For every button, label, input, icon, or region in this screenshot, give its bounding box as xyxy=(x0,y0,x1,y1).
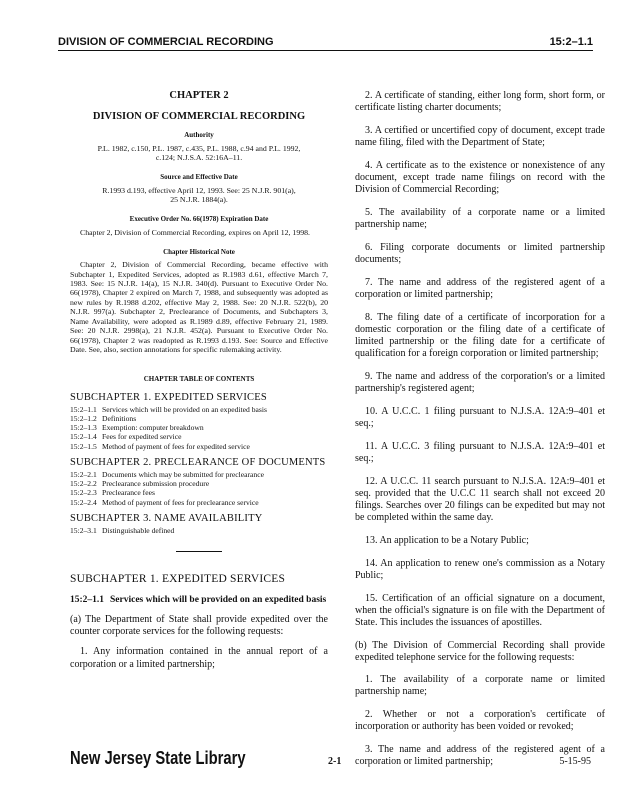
left-column xyxy=(70,90,328,681)
list-item: 3. The name and address of the registered agent of a corporation or limited partnership; xyxy=(355,744,605,768)
paragraph-a: (a) The Department of State shall provide expedited over the counter corporate services for the following requests: xyxy=(70,614,328,638)
exec-order-heading: Executive Order No. 66(1978) Expiration Date xyxy=(129,215,269,224)
running-header xyxy=(58,36,593,51)
toc-row-number: 15:2–2.4 xyxy=(70,497,97,507)
list-item: 4. A certificate as to the existence or nonexistence of any document, except trade name filings on record with the Division of Commercial Recording; xyxy=(355,159,605,196)
exec-order-text: Chapter 2, Division of Commercial Recording, expires on April 12, 1998. xyxy=(80,227,310,237)
authority-text: P.L. 1982, c.150, P.L. 1987, c.435, P.L. 1988, c.94 and P.L. 1992, c.124; N.J.S.A. 52:16A–11. xyxy=(97,143,301,163)
chapter-number: CHAPTER 2 xyxy=(169,90,229,101)
toc-row-number: 15:2–2.2 xyxy=(70,479,97,489)
toc-row-text: Definitions xyxy=(102,413,137,423)
chapter-title: DIVISION OF COMMERCIAL RECORDING xyxy=(92,111,306,123)
page-number: 2-1 xyxy=(328,756,342,767)
section-heading xyxy=(70,595,328,606)
toc-row-text: Documents which may be submitted for preclearance xyxy=(102,469,264,479)
toc-row-number: 15:2–2.1 xyxy=(70,469,97,479)
header-title: DIVISION OF COMMERCIAL RECORDING xyxy=(58,36,274,48)
list-item: 2. A certificate of standing, either long form, short form, or certificate listing charter documents; xyxy=(355,90,605,114)
authority-heading: Authority xyxy=(184,131,214,140)
toc-row-text: Services which will be provided on an expedited basis xyxy=(102,404,267,414)
section-number: 15:2–1.1 xyxy=(70,595,105,606)
list-item: 9. The name and address of the corporation's or a limited partnership's registered agent; xyxy=(355,370,605,395)
list-item: 5. The availability of a corporate name or a limited partnership name; xyxy=(355,206,605,231)
toc-row-number: 15:2–1.2 xyxy=(70,413,97,423)
toc-row xyxy=(70,479,328,488)
toc-row-text: Distinguishable defined xyxy=(102,525,175,535)
list-item: 11. A U.C.C. 3 filing pursuant to N.J.S.A. 12A:9–401 et seq.; xyxy=(355,440,605,464)
toc-row xyxy=(70,442,328,451)
toc-row xyxy=(70,498,328,507)
toc-row xyxy=(70,432,328,441)
toc-subchapter-1 xyxy=(70,392,328,451)
section-divider xyxy=(176,551,222,552)
toc-subchapter-2 xyxy=(70,457,328,507)
toc-row-text: Fees for expedited service xyxy=(102,432,182,442)
toc-row-number: 15:2–2.3 xyxy=(70,488,97,498)
list-item: 1. The availability of a corporate name or limited partnership name; xyxy=(355,674,605,698)
header-section-number: 15:2–1.1 xyxy=(549,36,593,48)
toc-row xyxy=(70,470,328,479)
toc-subchapter-3 xyxy=(70,513,328,535)
toc-row-text: Method of payment of fees for expedited service xyxy=(102,441,250,451)
right-column xyxy=(355,90,605,779)
toc-subchapter-title: SUBCHAPTER 1. EXPEDITED SERVICES xyxy=(70,391,267,403)
list-item: 15. Certification of an official signature on a document, when the official's signature is on file with the Department of State. This includes the issuances of apostilles. xyxy=(355,592,605,628)
supplement-date: 5-15-95 xyxy=(559,756,591,767)
list-item: 1. Any information contained in the annual report of a corporation or a limited partnership; xyxy=(70,646,328,670)
source-heading: Source and Effective Date xyxy=(160,173,238,182)
toc-row-text: Method of payment of fees for preclearance service xyxy=(102,497,259,507)
toc-row xyxy=(70,414,328,423)
toc-subchapter-title: SUBCHAPTER 3. NAME AVAILABILITY xyxy=(70,512,263,524)
toc-row-number: 15:2–1.5 xyxy=(70,441,97,451)
toc-row-text: Preclearance fees xyxy=(102,488,155,498)
historical-note-text: Chapter 2, Division of Commercial Recording, became effective with Subchapter 1, Expedited Services, adopted as R.1983 d.61, effective March 7, 1983. See: 15 N.J.R. 14(a), 15 N.J.R. 340(d). Pursuant to Executive Order No. 66(1978), Chapter 2 expired on March 7, 1988, and subsequently was adopted as new rules by R.1988 d.202, effective May 2, 1988. See: 20 N.J.R. 522(b), 20 N.J.R. 997(a). Subchapter 2, Preclearance of Documents, and Subchapters 3, Name Availability, were adopted as R.1989 d.89, effective February 21, 1989. See: 20 N.J.R. 2998(a), 21 N.J.R. 452(a). Pursuant to Executive Order No. 66(1978), Chapter 2 was readopted as R.1993 d.193. See: Source and Effective Date. See, also, section annotations for specific rulemaking activity. xyxy=(70,260,328,354)
toc-row-number: 15:2–1.4 xyxy=(70,432,97,442)
list-item: 12. A U.C.C. 11 search pursuant to N.J.S.A. 12A:9–401 et seq. provided that the U.C.C 11 search shall not exceed 20 filings. Searches over 20 filings can be expedited but may not be completed within the same day. xyxy=(355,475,605,524)
paragraph-b: (b) The Division of Commercial Recording shall provide expedited telephone service for the following requests: xyxy=(355,639,605,663)
list-item: 8. The filing date of a certificate of incorporation for a domestic corporation or the filing date of a certificate of limited partnership or the filing date for a certificate of qualification for a foreign corporation or limited partnership; xyxy=(355,311,605,360)
section-title: Services which will be provided on an expedited basis xyxy=(110,595,327,606)
list-item: 2. Whether or not a corporation's certificate of incorporation or authority has been voided or revoked; xyxy=(355,709,605,733)
source-text: R.1993 d.193, effective April 12, 1993. See: 25 N.J.R. 901(a), 25 N.J.R. 1884(a). xyxy=(102,185,296,205)
toc-row xyxy=(70,488,328,497)
toc-subchapter-title: SUBCHAPTER 2. PRECLEARANCE OF DOCUMENTS xyxy=(70,456,326,468)
toc-row-number: 15:2–3.1 xyxy=(70,525,97,535)
toc-row-text: Preclearance submission procedure xyxy=(102,479,210,489)
list-item: 6. Filing corporate documents or limited partnership documents; xyxy=(355,241,605,266)
toc-row xyxy=(70,423,328,432)
historical-note-heading: Chapter Historical Note xyxy=(163,248,235,257)
list-item: 7. The name and address of the registered agent of a corporation or limited partnership; xyxy=(355,276,605,300)
list-item: 14. An application to renew one's commission as a Notary Public; xyxy=(355,557,605,581)
list-item: 13. An application to be a Notary Public; xyxy=(365,534,529,546)
toc-row-text: Exemption: computer breakdown xyxy=(102,423,204,433)
toc-title: CHAPTER TABLE OF CONTENTS xyxy=(143,375,255,384)
library-stamp: New Jersey State Library xyxy=(70,748,246,768)
list-item: 3. A certified or uncertified copy of document, except trade name filing, filed with the Department of State; xyxy=(355,124,605,149)
toc-row xyxy=(70,526,328,535)
toc-row-number: 15:2–1.1 xyxy=(70,404,97,414)
toc-row xyxy=(70,405,328,414)
subchapter-heading: SUBCHAPTER 1. EXPEDITED SERVICES xyxy=(70,573,286,586)
toc-row-number: 15:2–1.3 xyxy=(70,423,97,433)
list-item: 10. A U.C.C. 1 filing pursuant to N.J.S.A. 12A:9–401 et seq.; xyxy=(355,405,605,430)
